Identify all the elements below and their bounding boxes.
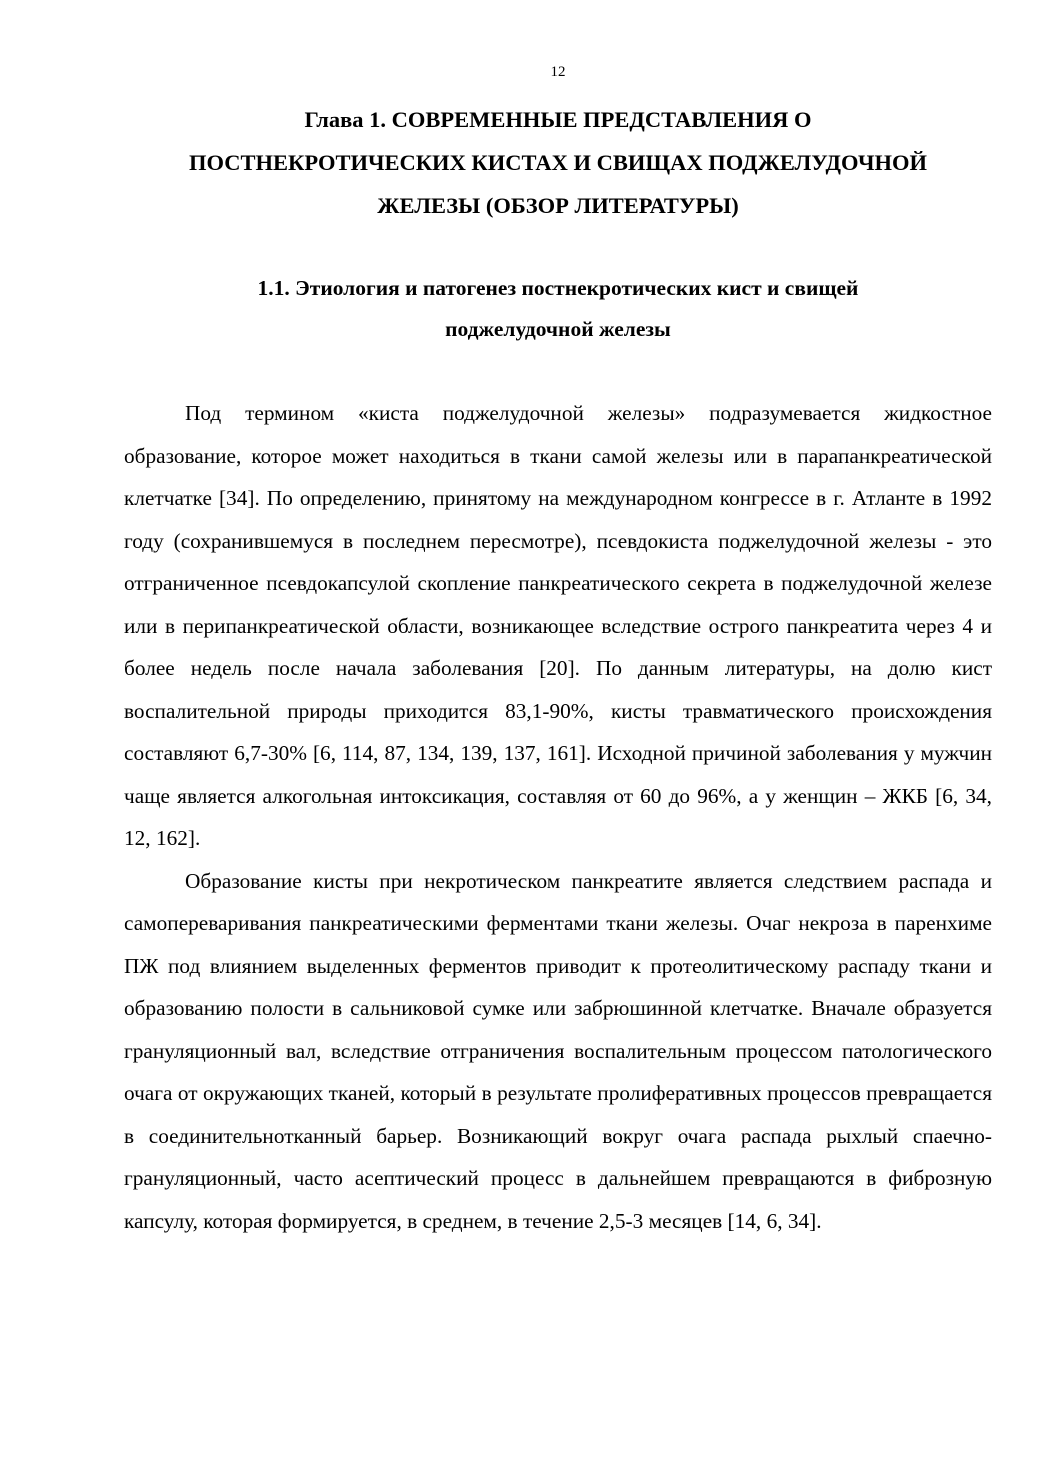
paragraph-2: Образование кисты при некротическом панкреатите является следствием распада и самопереваривания панкреатическими ферментами ткани железы. Очаг некроза в паренхиме ПЖ под влиянием выделенных ферментов приводит к протеолитическому распаду ткани и образованию полости в сальниковой сумке или забрюшинной клетчатке. Вначале образуется грануляционный вал, вследствие отграничения воспалительным процессом патологического очага от окружающих тканей, который в результате пролиферативных процессов превращается в соединительнотканный барьер. Возникающий вокруг очага распада рыхлый спаечно-грануляционный, часто асептический процесс в дальнейшем превращаются в фиброзную капсулу, которая формируется, в среднем, в течение 2,5-3 месяцев [14, 6, 34]. xyxy=(124,868,992,1233)
chapter-title-line-2: ПОСТНЕКРОТИЧЕСКИХ КИСТАХ И СВИЩАХ ПОДЖЕЛУДОЧНОЙ xyxy=(189,150,927,175)
paragraph-1: Под термином «киста поджелудочной железы» подразумевается жидкостное образование, которое может находиться в ткани самой железы или в парапанкреатической клетчатке [34]. По определению, принятому на международном конгрессе в г. Атланте в 1992 году (сохранившемуся в последнем пересмотре), псевдокиста поджелудочной железы - это отграниченное псевдокапсулой скопление панкреатического секрета в поджелудочной железе или в перипанкреатической области, возникающее вследствие острого панкреатита через 4 и более недель после начала заболевания [20]. По данным литературы, на долю кист воспалительной природы приходится 83,1-90%, кисты травматического происхождения составляют 6,7-30% [6, 114, 87, 134, 139, 137, 161]. Исходной причиной заболевания у мужчин чаще является алкогольная интоксикация, составляя от 60 до 96%, а у женщин – ЖКБ [6, 34, 12, 162]. xyxy=(124,401,992,850)
chapter-title xyxy=(124,98,992,227)
chapter-title-line-3: ЖЕЛЕЗЫ (ОБЗОР ЛИТЕРАТУРЫ) xyxy=(377,193,739,218)
section-title xyxy=(124,268,992,350)
chapter-title-line-1: Глава 1. СОВРЕМЕННЫЕ ПРЕДСТАВЛЕНИЯ О xyxy=(304,107,812,132)
section-title-line-1: 1.1. Этиология и патогенез постнекротических кист и свищей xyxy=(257,276,859,300)
section-title-line-2: поджелудочной железы xyxy=(445,317,671,341)
page-number: 12 xyxy=(550,64,566,80)
body-text xyxy=(124,392,992,1242)
